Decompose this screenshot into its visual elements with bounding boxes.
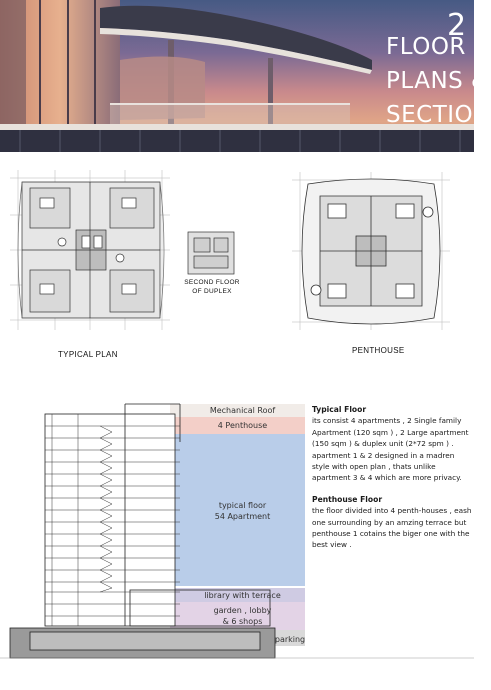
typical-floor-heading: Typical Floor [312,405,367,414]
typical-floor-text-2: apartment 1 & 2 designed in a madren style with open plan , thats unlike apartment 3 & 4 which are more privacy. [312,450,462,483]
zone-mechanical-roof: Mechanical Roof [209,406,276,415]
typical-plan [18,182,164,318]
duplex-plan-label [184,278,240,296]
floor-plans [0,160,474,375]
garden-line-2: & 6 shops [222,617,263,626]
duplex-label-line2: OF DUPLEX [192,288,232,295]
penthouse-plan [302,179,440,324]
plans-drawing [0,160,474,375]
duplex-plan [188,232,234,274]
hero-photo [0,0,491,152]
garden-line-1: garden , lobby [213,606,272,615]
zone-parking: parking [274,635,306,644]
penthouse-floor-text: the floor divided into 4 penth-houses , eash one surrounding by an amzing terrace but penthouse 1 cotains the biger one with the best view . [312,506,472,550]
page-number: 2 [447,8,467,43]
penthouse-plan-label: PENTHOUSE [352,346,405,355]
duplex-label-line1: SECOND FLOOR [184,279,240,286]
title-line-1: FLOOR [386,34,466,60]
typical-floor-count: 54 Apartment [214,512,271,521]
zone-garden [181,605,304,627]
zone-library: library with terrace [204,591,281,600]
typical-plan-label: TYPICAL PLAN [58,350,118,359]
zone-typical-floor [181,500,304,522]
penthouse-floor-heading: Penthouse Floor [312,494,383,504]
typical-floor-text: its consist 4 apartments , 2 Single family Apartment (120 sqm ) , 2 Large apartment (150 sqm ) & duplex unit (2*72 spm ) . [312,416,469,449]
tower-outline [45,404,180,626]
description-panel [312,404,472,561]
title-line-3: SECTION [386,102,491,128]
zone-penthouse: 4 Penthouse [217,421,268,430]
title-line-2: PLANS & [386,68,490,94]
typical-floor-label: typical floor [218,501,267,510]
page-title [386,30,491,132]
